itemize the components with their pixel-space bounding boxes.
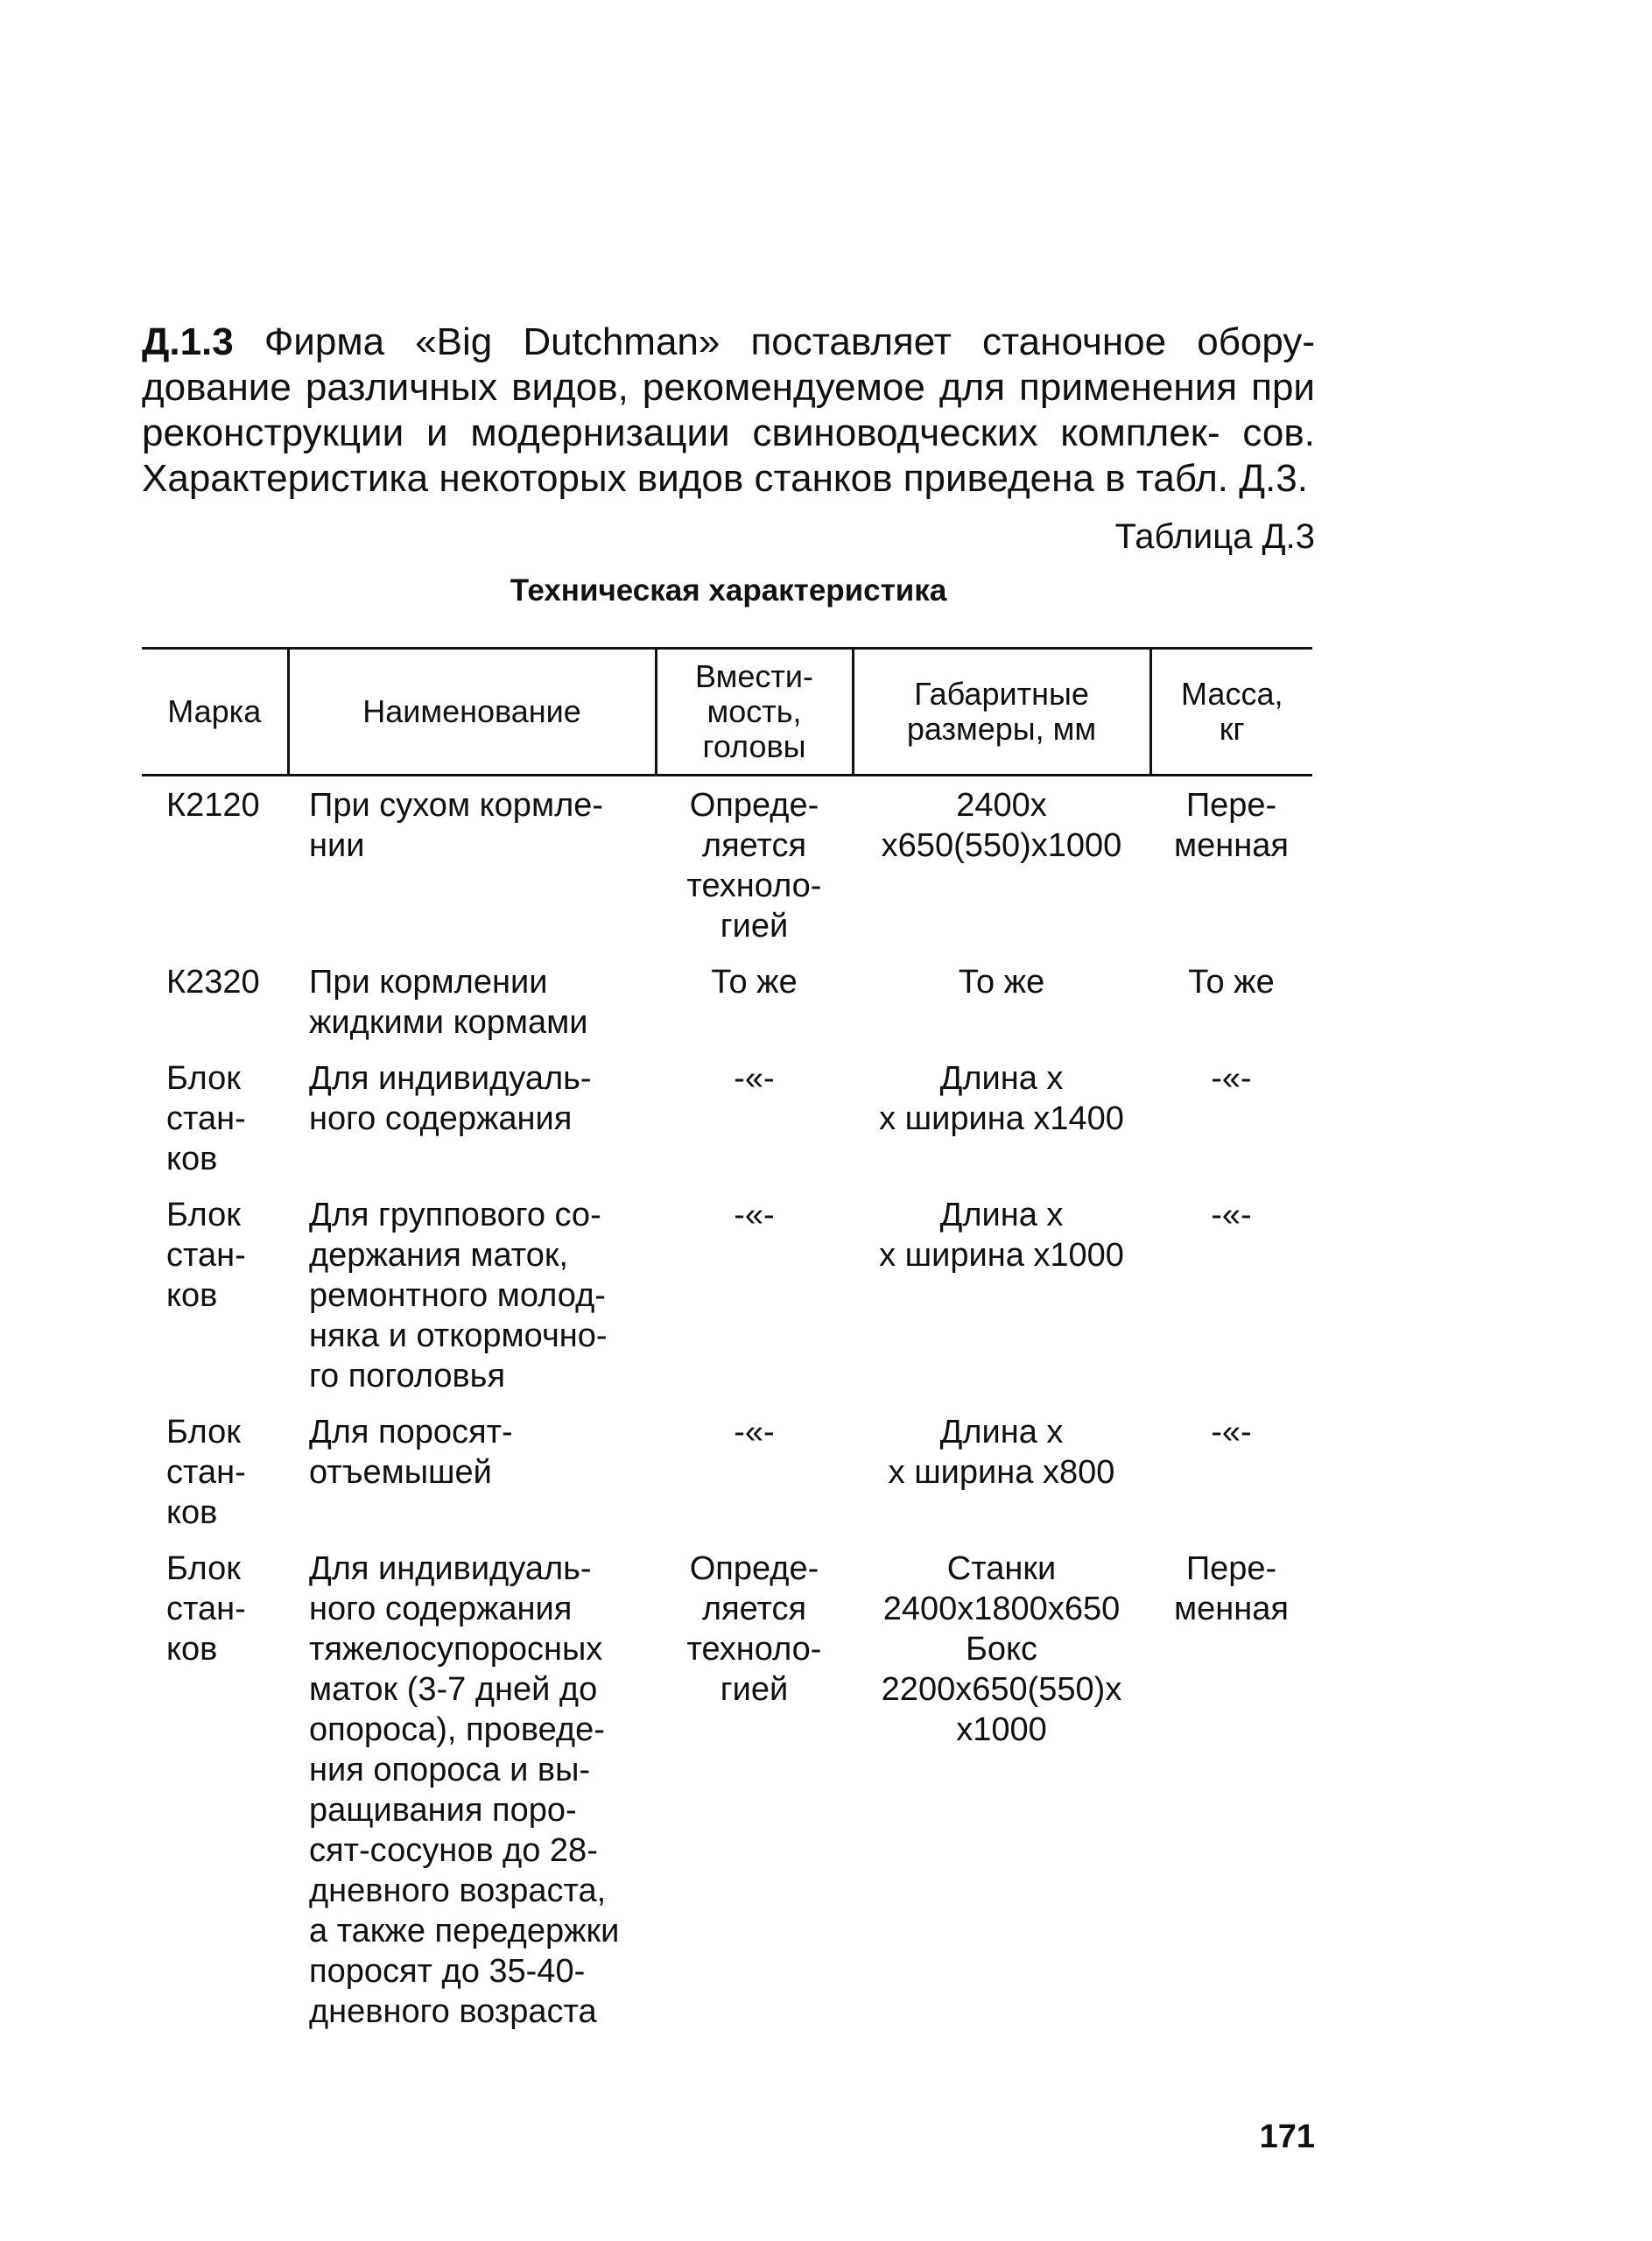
cell-line: Станки — [946, 1550, 1057, 1587]
table-row — [142, 776, 1312, 954]
cell-mass — [1150, 1186, 1312, 1403]
cell-capacity — [656, 776, 853, 954]
cell-name — [288, 1540, 656, 2039]
cell-line: гией — [720, 908, 789, 945]
cell-line: Для индивидуаль- — [309, 1550, 592, 1587]
cell-line: При сухом кормле- — [309, 787, 604, 824]
header-mass — [1150, 649, 1312, 776]
cell-line: То же — [958, 964, 1045, 1001]
header-line: кг — [1219, 711, 1245, 747]
cell-line: техноло- — [686, 1631, 822, 1668]
cell-line: ного содержания — [309, 1591, 573, 1627]
cell-line: ремонтного молод- — [309, 1277, 606, 1314]
cell-line: стан- — [166, 1591, 246, 1627]
cell-line: ращивания поро- — [309, 1792, 577, 1829]
cell-line: стан- — [166, 1237, 246, 1274]
cell-dimensions — [853, 776, 1150, 954]
cell-capacity — [656, 953, 853, 1050]
cell-mass — [1150, 1540, 1312, 2039]
cell-line: ного содержания — [309, 1100, 573, 1137]
cell-line: Опреде- — [689, 787, 819, 824]
cell-name — [288, 1186, 656, 1403]
cell-line: поросят до 35-40- — [309, 1953, 586, 1990]
cell-line: дневного возраста — [309, 1993, 597, 2030]
cell-brand — [142, 1540, 288, 2039]
cell-dimensions — [853, 1186, 1150, 1403]
cell-line: техноло- — [686, 868, 822, 904]
cell-line: -«- — [734, 1060, 775, 1097]
cell-line: стан- — [166, 1454, 246, 1491]
cell-dimensions — [853, 1540, 1150, 2039]
header-line: головы — [702, 728, 806, 764]
intro-line: табл. Д.3. — [1135, 457, 1308, 500]
cell-line: 2400х — [956, 787, 1047, 824]
cell-line: Бокс — [965, 1631, 1038, 1668]
section-number: Д.1.3 — [142, 320, 234, 363]
table-row — [142, 1186, 1312, 1403]
cell-line: х ширина х1400 — [879, 1100, 1124, 1137]
cell-line: Пере- — [1185, 1550, 1277, 1587]
cell-dimensions — [853, 1403, 1150, 1540]
cell-mass — [1150, 776, 1312, 954]
table-caption: Таблица Д.3 — [1114, 517, 1315, 556]
cell-line: тяжелосупоросных — [309, 1631, 603, 1668]
cell-line: Блок — [166, 1414, 241, 1451]
cell-line: 2200х650(550)х — [881, 1671, 1122, 1708]
cell-line: ляется — [701, 1591, 807, 1627]
header-line: мость, — [706, 693, 802, 729]
cell-line: Для индивидуаль- — [309, 1060, 592, 1097]
header-line: Марка — [167, 693, 262, 729]
cell-line: Блок — [166, 1550, 241, 1587]
cell-capacity — [656, 1403, 853, 1540]
cell-line: дневного возраста, — [309, 1872, 607, 1909]
cell-dimensions — [853, 953, 1150, 1050]
table-title: Техническая характеристика — [510, 573, 947, 608]
cell-line: менная — [1174, 827, 1289, 864]
cell-line: Длина х — [939, 1060, 1064, 1097]
table-body — [142, 776, 1312, 2040]
cell-line: ния опороса и вы- — [309, 1752, 591, 1788]
cell-line: ляется — [701, 827, 807, 864]
intro-line: сов. Характеристика некоторых видов станков приведена в — [142, 411, 1315, 500]
cell-dimensions — [853, 1050, 1150, 1186]
header-capacity — [656, 649, 853, 776]
header-name — [288, 649, 656, 776]
cell-line: Длина х — [939, 1414, 1064, 1451]
cell-mass — [1150, 1050, 1312, 1186]
cell-line: Пере- — [1185, 787, 1277, 824]
intro-line: при реконструкции и модернизации свиноводческих комплек- — [142, 366, 1315, 454]
cell-line: Длина х — [939, 1197, 1064, 1233]
cell-capacity — [656, 1540, 853, 2039]
cell-line: а также передержки — [309, 1913, 620, 1949]
cell-line: То же — [1188, 964, 1275, 1001]
cell-line: Блок — [166, 1060, 241, 1097]
header-line: Масса, — [1181, 676, 1283, 712]
table-header-row — [142, 649, 1312, 776]
spec-table — [142, 647, 1312, 2039]
cell-capacity — [656, 1186, 853, 1403]
cell-mass — [1150, 1403, 1312, 1540]
cell-name — [288, 1050, 656, 1186]
cell-line: Для группового со- — [309, 1197, 601, 1233]
cell-line: отъемышей — [309, 1454, 492, 1491]
table-row — [142, 953, 1312, 1050]
cell-line: стан- — [166, 1100, 246, 1137]
table-row — [142, 1403, 1312, 1540]
cell-name — [288, 1403, 656, 1540]
cell-line: опороса), проведе- — [309, 1711, 605, 1748]
page-content — [142, 320, 1315, 2039]
cell-line: ков — [166, 1277, 218, 1314]
header-line: Вмести- — [695, 658, 813, 694]
cell-name — [288, 776, 656, 954]
cell-line: го поголовья — [309, 1358, 506, 1394]
header-line: Габаритные — [914, 676, 1089, 712]
cell-line: менная — [1174, 1591, 1289, 1627]
cell-brand — [142, 1186, 288, 1403]
cell-line: 2400х1800х650 — [882, 1591, 1121, 1627]
cell-mass — [1150, 953, 1312, 1050]
cell-line: жидкими кормами — [309, 1004, 588, 1041]
cell-line: -«- — [1211, 1414, 1252, 1451]
cell-line: ков — [166, 1494, 218, 1531]
cell-line: То же — [711, 964, 798, 1001]
cell-name — [288, 953, 656, 1050]
cell-line: х ширина х800 — [888, 1454, 1115, 1491]
cell-line: гией — [720, 1671, 789, 1708]
cell-line: ков — [166, 1141, 218, 1177]
cell-line: маток (3-7 дней до — [309, 1671, 598, 1708]
table-row — [142, 1050, 1312, 1186]
cell-brand — [142, 953, 288, 1050]
cell-line: сят-сосунов до 28- — [309, 1832, 598, 1869]
header-line: размеры, мм — [906, 711, 1097, 747]
header-brand — [142, 649, 288, 776]
header-dimensions — [853, 649, 1150, 776]
cell-brand — [142, 1403, 288, 1540]
cell-line: Для поросят- — [309, 1414, 513, 1451]
cell-capacity — [656, 1050, 853, 1186]
cell-line: К2320 — [166, 964, 260, 1001]
header-line: Наименование — [362, 693, 581, 729]
cell-line: няка и откормочно- — [309, 1317, 608, 1354]
cell-line: х650(550)х1000 — [881, 827, 1122, 864]
cell-line: Блок — [166, 1197, 241, 1233]
table-row — [142, 1540, 1312, 2039]
cell-brand — [142, 1050, 288, 1186]
cell-brand — [142, 776, 288, 954]
cell-line: х1000 — [956, 1711, 1047, 1748]
intro-paragraph — [142, 320, 1315, 502]
page-number: 171 — [1259, 2118, 1315, 2155]
cell-line: -«- — [1211, 1197, 1252, 1233]
cell-line: Опреде- — [689, 1550, 819, 1587]
cell-line: держания маток, — [309, 1237, 569, 1274]
cell-line: -«- — [734, 1197, 775, 1233]
intro-line: Фирма «Big Dutchman» поставляет станочное обору- — [233, 320, 1315, 363]
intro-line: дование различных видов, рекомендуемое для применения — [142, 366, 1238, 409]
cell-line: -«- — [734, 1414, 775, 1451]
cell-line: -«- — [1211, 1060, 1252, 1097]
cell-line: нии — [309, 827, 365, 864]
cell-line: х ширина х1000 — [879, 1237, 1124, 1274]
cell-line: ков — [166, 1631, 218, 1668]
cell-line: К2120 — [166, 787, 260, 824]
cell-line: При кормлении — [309, 964, 548, 1001]
